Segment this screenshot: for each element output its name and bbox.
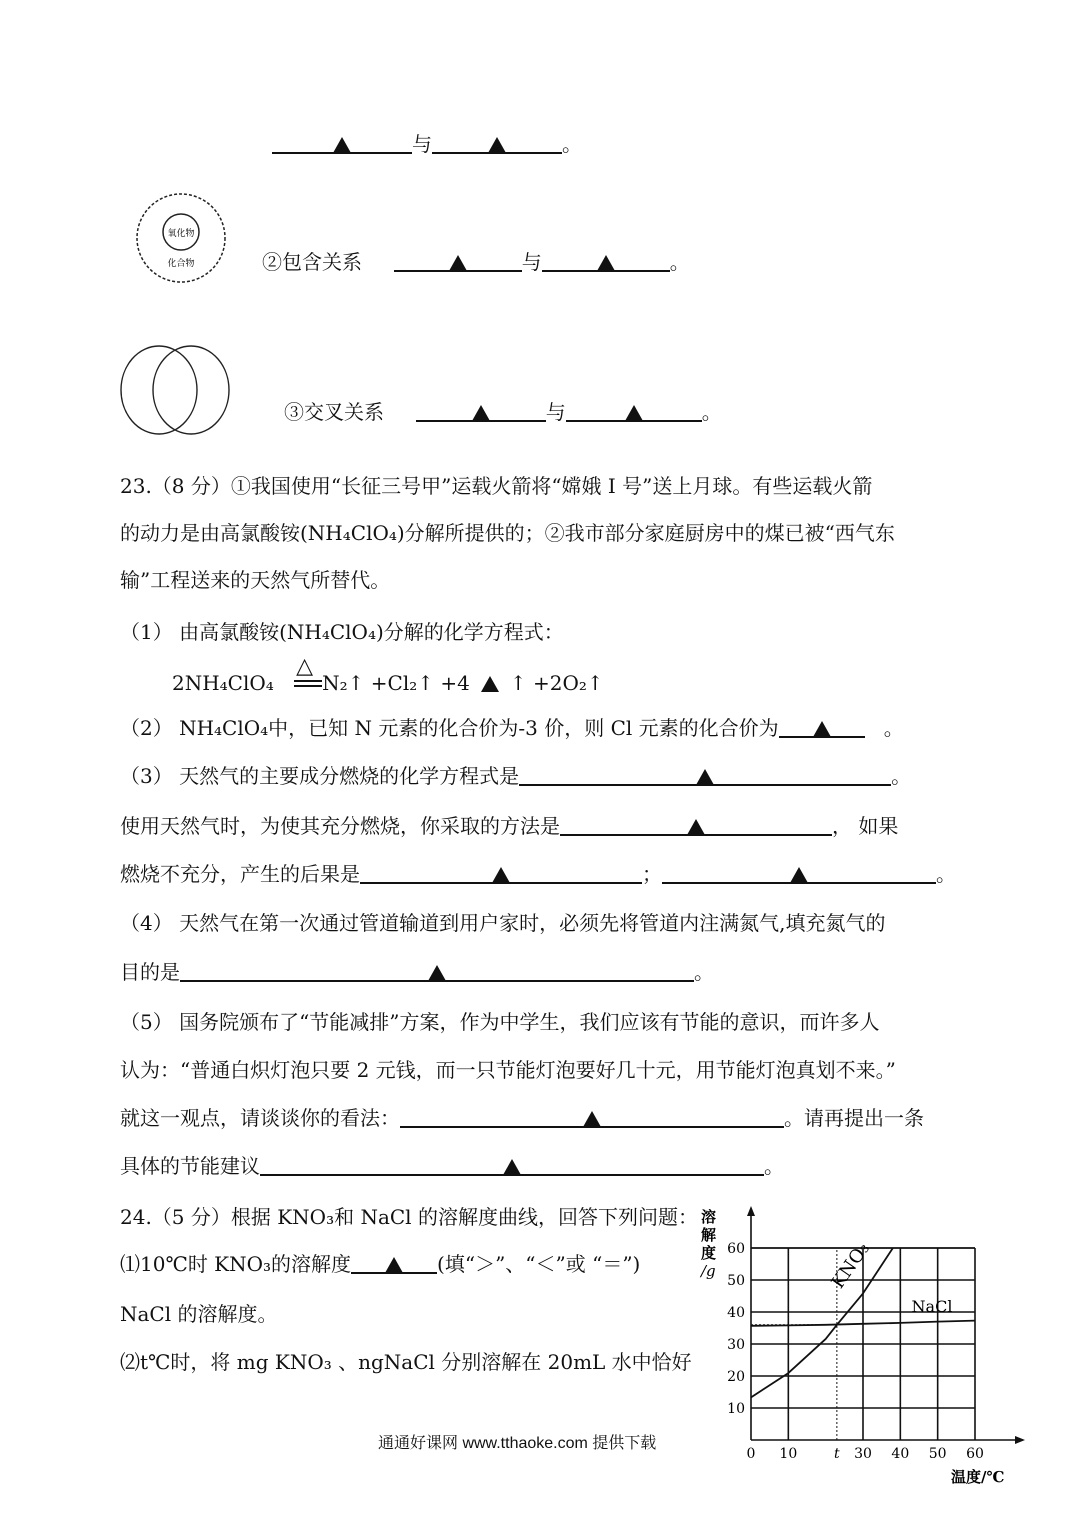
- outer-circle-label: 化合物: [167, 259, 195, 269]
- q23-intro-line3: 输”工程送来的天然气所替代。: [120, 568, 391, 592]
- q22-row1: 与 。: [272, 130, 582, 158]
- heating-condition: [294, 653, 322, 690]
- triangle-icon: [449, 255, 467, 271]
- y-axis-title-1: 溶: [701, 1208, 717, 1226]
- answer-blank[interactable]: [519, 762, 891, 786]
- q24-part2: ⑵t℃时，将 mg KNO₃ 、ngNaCl 分别溶解在 20mL 水中恰好: [120, 1350, 692, 1374]
- inner-circle-label: 氧化物: [167, 229, 195, 239]
- answer-blank[interactable]: [272, 130, 412, 154]
- q23-part2: （2） NH₄ClO₄中，已知 N 元素的化合价为-3 价，则 Cl 元素的化合价为 。: [120, 716, 904, 740]
- nacl-label: NaCl: [911, 1297, 953, 1316]
- q23-part3c: 燃烧不充分，产生的后果是 ； 。: [120, 862, 956, 886]
- q22-row2: ②包含关系 与 。: [262, 250, 690, 274]
- q23-part5b: 认为：“普通白炽灯泡只要 2 元钱，而一只节能灯泡要好几十元，用节能灯泡真划不来。”: [120, 1058, 896, 1082]
- q23-part1: （1） 由高氯酸铵(NH₄ClO₄)分解的化学方程式：: [120, 620, 564, 644]
- x-axis-arrow-icon: [1015, 1436, 1025, 1444]
- solubility-chart: [695, 1200, 1035, 1490]
- answer-blank[interactable]: [542, 248, 670, 272]
- q23-part3: （3） 天然气的主要成分燃烧的化学方程式是 。: [120, 764, 912, 788]
- answer-blank[interactable]: [432, 130, 562, 154]
- y-axis-title-3: 度: [701, 1244, 717, 1262]
- intersection-diagram: [115, 342, 235, 438]
- answer-blank[interactable]: [416, 398, 546, 422]
- y-tick-label: 40: [727, 1305, 745, 1321]
- triangle-icon: [333, 137, 351, 153]
- triangle-icon: [488, 137, 506, 153]
- q24-intro: 24.（5 分）根据 KNO₃和 NaCl 的溶解度曲线，回答下列问题：: [120, 1205, 698, 1229]
- y-axis-title-2: 解: [701, 1226, 717, 1244]
- q24-part1: ⑴10℃时 KNO₃的溶解度 (填“＞”、“＜”或 “＝”): [120, 1252, 641, 1276]
- triangle-icon: [583, 1111, 601, 1127]
- answer-blank[interactable]: [260, 1152, 764, 1176]
- answer-blank[interactable]: [400, 1104, 784, 1128]
- y-tick-label: 30: [727, 1337, 745, 1353]
- triangle-icon: [790, 867, 808, 883]
- chart-labels: [699, 1208, 1004, 1486]
- answer-blank[interactable]: [662, 860, 936, 884]
- triangle-icon: [687, 819, 705, 835]
- kno3-label: KNO₃: [827, 1238, 875, 1293]
- answer-blank[interactable]: [779, 714, 865, 738]
- x-tick-label: 60: [966, 1446, 984, 1462]
- x-tick-label: 50: [928, 1446, 947, 1462]
- heat-triangle-icon: △: [296, 653, 314, 679]
- q23-part4b: 目的是 。: [120, 960, 714, 984]
- q24-part1b: NaCl 的溶解度。: [120, 1302, 278, 1326]
- answer-blank[interactable]: [394, 248, 522, 272]
- triangle-icon: [597, 255, 615, 271]
- q23-equation: [172, 653, 604, 697]
- triangle-icon: [813, 721, 831, 737]
- x-tick-label: 0: [746, 1446, 756, 1462]
- y-axis-arrow-icon: [747, 1206, 755, 1216]
- y-tick-label: 20: [727, 1369, 745, 1385]
- answer-blank[interactable]: [180, 958, 694, 982]
- x-tick-label: 40: [891, 1446, 910, 1462]
- x-tick-label: 10: [779, 1446, 798, 1462]
- y-tick-label: 60: [727, 1241, 745, 1257]
- inclusion-diagram: [133, 190, 229, 286]
- triangle-icon: [503, 1159, 521, 1175]
- x-tick-label: t: [834, 1446, 840, 1462]
- q23-intro-line2: 的动力是由高氯酸铵(NH₄ClO₄)分解所提供的；②我市部分家庭厨房中的煤已被“西气东: [120, 521, 895, 545]
- triangle-icon: [625, 405, 643, 421]
- equation-right-a: N₂↑ +Cl₂↑ +4: [322, 671, 470, 695]
- y-axis-title-unit: /g: [701, 1262, 716, 1280]
- answer-blank[interactable]: [470, 669, 510, 691]
- x-axis-title: 温度/℃: [951, 1468, 1005, 1486]
- footer-credit: 通通好课网 www.tthaoke.com 提供下载: [378, 1435, 657, 1452]
- chart-grid: [751, 1248, 975, 1440]
- q23-part3b: 使用天然气时，为使其充分燃烧，你采取的方法是 ， 如果: [120, 814, 899, 838]
- equation-left: 2NH₄ClO₄: [172, 671, 274, 695]
- q22-row3: ③交叉关系 与 。: [284, 400, 722, 424]
- y-tick-label: 50: [727, 1273, 745, 1289]
- q23-part5c: 就这一观点，请谈谈你的看法： 。请再提出一条: [120, 1106, 924, 1130]
- y-tick-label: 10: [727, 1401, 745, 1417]
- equation-right-b: ↑ +2O₂↑: [509, 671, 604, 695]
- q23-intro-line1: 23.（8 分）①我国使用“长征三号甲”运载火箭将“嫦娥 I 号”送上月球。有些运载火箭: [120, 474, 873, 498]
- q23-part4: （4） 天然气在第一次通过管道输道到用户家时，必须先将管道内注满氮气,填充氮气的: [120, 911, 886, 935]
- q23-part5: （5） 国务院颁布了“节能减排”方案，作为中学生，我们应该有节能的意识，而许多人: [120, 1010, 880, 1034]
- triangle-icon: [385, 1257, 403, 1273]
- answer-blank[interactable]: [566, 398, 702, 422]
- triangle-icon: [492, 867, 510, 883]
- q23-part5d: 具体的节能建议 。: [120, 1154, 784, 1178]
- answer-blank[interactable]: [560, 812, 832, 836]
- answer-blank[interactable]: [351, 1250, 437, 1274]
- triangle-icon: [481, 676, 499, 692]
- triangle-icon: [428, 965, 446, 981]
- triangle-icon: [472, 405, 490, 421]
- x-tick-label: 30: [854, 1446, 872, 1462]
- answer-blank[interactable]: [360, 860, 642, 884]
- triangle-icon: [696, 769, 714, 785]
